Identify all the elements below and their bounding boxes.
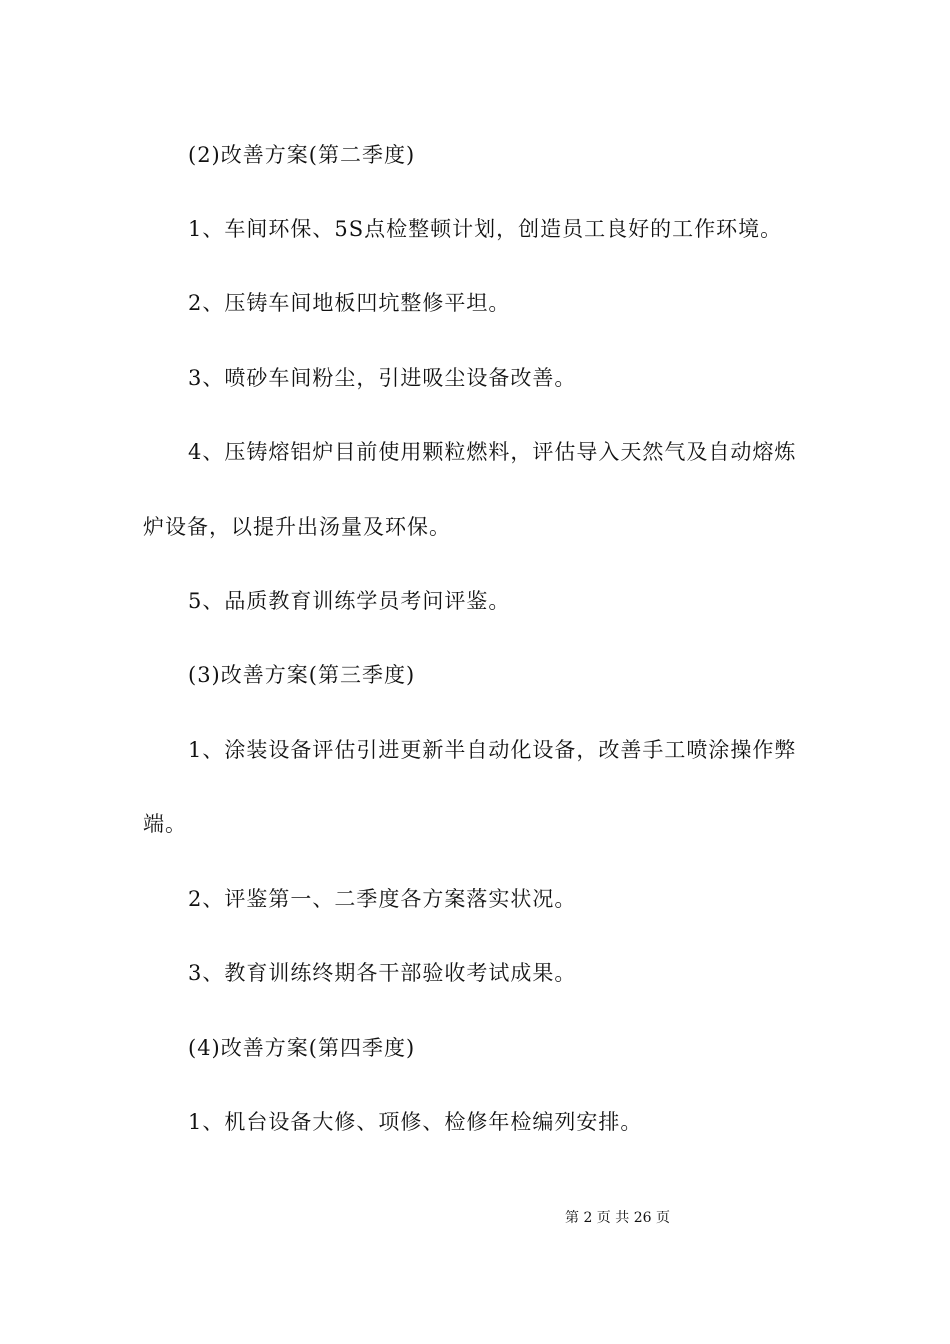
paragraph-line-continuation: 端。 <box>143 812 187 836</box>
paragraph-line: 4、压铸熔铝炉目前使用颗粒燃料，评估导入天然气及自动熔炼 <box>188 440 797 464</box>
section-heading-q4: (4)改善方案(第四季度) <box>188 1036 416 1060</box>
paragraph-line: 3、喷砂车间粉尘，引进吸尘设备改善。 <box>188 366 577 390</box>
paragraph-line: 1、机台设备大修、项修、检修年检编列安排。 <box>188 1110 643 1134</box>
paragraph-line-continuation: 炉设备，以提升出汤量及环保。 <box>143 515 451 539</box>
paragraph-line: 3、教育训练终期各干部验收考试成果。 <box>188 961 577 985</box>
section-heading-q2: (2)改善方案(第二季度) <box>188 143 416 167</box>
paragraph-line: 5、品质教育训练学员考问评鉴。 <box>188 589 511 613</box>
section-heading-q3: (3)改善方案(第三季度) <box>188 663 416 687</box>
paragraph-line: 2、评鉴第一、二季度各方案落实状况。 <box>188 887 577 911</box>
paragraph-line: 1、涂装设备评估引进更新半自动化设备，改善手工喷涂操作弊 <box>188 738 797 762</box>
paragraph-line: 2、压铸车间地板凹坑整修平坦。 <box>188 291 511 315</box>
page-number-label: 第 2 页 共 26 页 <box>565 1210 670 1226</box>
paragraph-line: 1、车间环保、5S点检整顿计划，创造员工良好的工作环境。 <box>188 217 783 241</box>
